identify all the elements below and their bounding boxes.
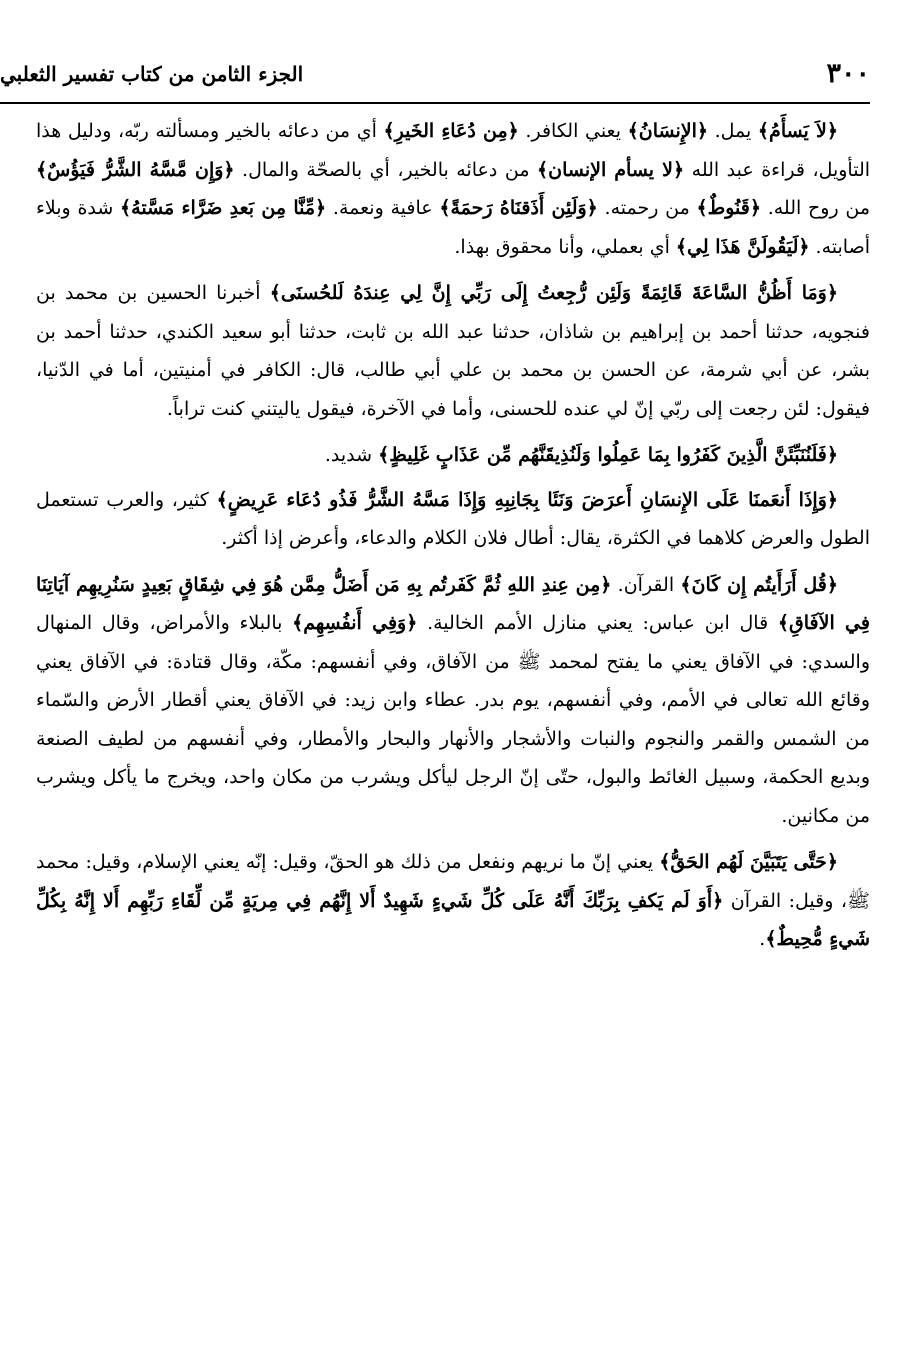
commentary-text: من رحمته. <box>597 197 697 219</box>
quran-quote: ﴿لَيَقُولَنَّ هَذَا لِي﴾ <box>675 235 810 258</box>
paragraph <box>36 274 870 428</box>
quran-quote: ﴿مِن دُعَاءِ الخَيرِ﴾ <box>383 120 519 142</box>
page-number: ٣٠٠ <box>826 58 870 89</box>
commentary-text: بالبلاء والأمراض، وقال المنهال والسدي: في الآفاق يعني ما يفتح لمحمد ﷺ من الآفاق، وفي أنفسهم: مكّة، وقال قتادة: في الآفاق يعني وقائع الله تعالى في الأمم، وفي أنفسهم، يوم بدر. عطاء وابن زيد: في الآفاق يعني أقطار الأرض والسّماء من الشمس والقمر والنجوم والنبات والأشجار والأنهار والبحار والأمطار، وفي أنفسهم من لطيف الصنعة وبديع الحكمة، وسبيل الغائط والبول، حتّى إنّ الرجل ليأكل ويشرب من مكان واحد، ويخرج ما يأكل ويشرب من مكانين. <box>36 612 870 827</box>
quran-quote: ﴿مِّنَّا مِن بَعدِ ضَرَّاء مَسَّتهُ﴾ <box>120 197 327 219</box>
commentary-text: أخبرنا الحسين بن محمد بن فنجويه، حدثنا أحمد بن إبراهيم بن شاذان، حدثنا عبد الله بن ثابت، حدثنا أبو سعيد الكندي، حدثنا أحمد بن بشر، عن أبي شرمة، عن الحسن بن محمد بن علي أبي طالب، قال: الكافر في أمنيتين، أما في الدّنيا، فيقول: لئن رجعت إلى ربّي إنّ لي عنده للحسنى، وأما في الآخرة، فيقول ياليتني كنت تراباً. <box>36 282 870 420</box>
commentary-text: عافية ونعمة. <box>326 197 440 219</box>
quran-quote: ﴿وَإِن مَّسَّهُ الشَّرُّ فَيَؤُسٌ﴾ <box>36 158 235 181</box>
commentary-text: . <box>759 928 766 950</box>
quran-quote: ﴿أَوَ لَم يَكفِ بِرَبِّكَ أَنَّهُ عَلَى كُلِّ شَيءٍ شَهِيدٌ أَلا إِنَّهُم فِي مِريَةٍ مِّن لِّقَاءِ رَبِّهِم أَلا إِنَّهُ بِكُلِّ شَيءٍ مُّحِيطٌ﴾ <box>36 889 870 950</box>
quran-quote: ﴿لاَ يَسأَمُ﴾ <box>757 120 838 142</box>
commentary-text: قال ابن عباس: يعني منازل الأمم الخالية. <box>417 612 778 634</box>
commentary-text: شدة وبلاء أصابته. <box>36 197 870 258</box>
quran-quote: ﴿فَلَنُنَبِّئَنَّ الَّذِينَ كَفَرُوا بِمَا عَمِلُوا وَلَنُذِيقَنَّهُم مِّن عَذَابٍ غَلِيظٍ﴾ <box>378 444 838 466</box>
quran-quote: ﴿لا يسأم الإنسان﴾ <box>537 158 685 181</box>
quran-quote: ﴿وَإِذَا أَنعَمنَا عَلَى الإِنسَانِ أَعرَضَ وَنَئَا بِجَانِبِهِ وَإِذَا مَسَّهُ الشَّرُّ فَذُو دُعَاء عَرِيضٍ﴾ <box>216 488 838 511</box>
commentary-text: يعني الكافر. <box>518 120 628 142</box>
paragraph <box>36 481 870 558</box>
quran-quote: ﴿حَتَّى يَتَبَيَّنَ لَهُم الحَقُّ﴾ <box>659 851 838 873</box>
commentary-text: من دعائه بالخير، أي بالصحّة والمال. <box>234 158 537 181</box>
quran-quote: ﴿مِن عِندِ اللهِ ثُمَّ كَفَرتُم بِهِ مَن أَضَلُّ مِمَّن هُوَ فِي شِقَاقٍ بَعِيدٍ سَنُرِيهِم آيَاتِنَا فِي الآفَاقِ﴾ <box>36 573 870 634</box>
paragraph <box>36 436 870 475</box>
quran-quote: ﴿وَفِي أَنفُسِهِم﴾ <box>292 612 418 634</box>
commentary-text: يمل. <box>708 120 758 142</box>
commentary-text: شديد. <box>324 444 379 466</box>
paragraph <box>36 112 870 266</box>
running-title: الجزء الثامن من كتاب تفسير الثعلبي <box>0 62 304 86</box>
quran-quote: ﴿وَلَئِن أَذَقنَاهُ رَحمَةً﴾ <box>439 197 598 219</box>
commentary-text: كثير، والعرب تستعمل الطول والعرض كلاهما في الكثرة، يقال: أطال فلان الكلام والدعاء، وأعرض إذا أكثر. <box>36 488 870 549</box>
quran-quote: ﴿وَمَا أَظُنُّ السَّاعَةَ قَائِمَةً وَلَئِن رُّجِعتُ إِلَى رَبِّي إِنَّ لِي عِندَهُ لَلحُسنَى﴾ <box>269 282 838 304</box>
quran-quote: ﴿قُل أَرَأَيتُم إِن كَانَ﴾ <box>680 573 838 596</box>
paragraph <box>36 566 870 836</box>
quran-quote: ﴿الإِنسَانُ﴾ <box>627 120 708 142</box>
commentary-text: أي بعملي، وأنا محقوق بهذا. <box>454 235 676 258</box>
commentary-text: يعني إنّ ما نريهم ونفعل من ذلك هو الحقّ، وقيل: إنّه يعني الإسلام، وقيل: محمد ﷺ، وقيل: القرآن <box>36 851 870 912</box>
commentary-text: من روح الله. <box>760 197 871 219</box>
paragraph <box>36 843 870 959</box>
header-rule <box>0 102 870 104</box>
commentary-text: القرآن. <box>611 573 681 596</box>
page-header <box>0 58 870 104</box>
quran-quote: ﴿قَنُوطٌ﴾ <box>696 197 761 219</box>
commentary-text: أي من دعائه بالخير ومسألته ربّه، ودليل هذا التأويل، قراءة عبد الله <box>36 120 871 181</box>
body-text <box>36 112 870 967</box>
